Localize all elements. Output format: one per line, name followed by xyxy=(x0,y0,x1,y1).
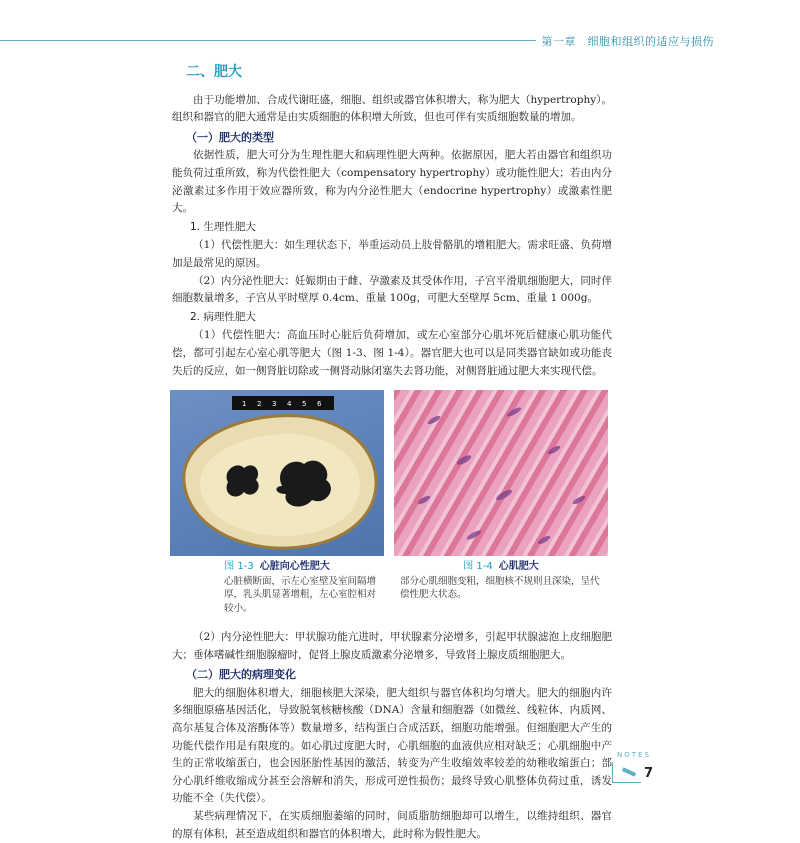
section-intro: 由于功能增加、合成代谢旺盛，细胞、组织或器官体积增大，称为肥大（hypertrophy）。组织和器官的肥大通常是由实质细胞的体积增大所致，但也可伴有实质细胞数量的增加。 xyxy=(172,93,612,124)
changes-paragraph-2: 某些病理情况下，在实质细胞萎缩的同时，间质脂肪细胞却可以增生，以维持组织、器官的原有体积，甚至造成组织和器官的体积增大，此时称为假性肥大。 xyxy=(172,810,612,840)
section-title: 二、肥大 xyxy=(186,64,242,80)
cell-nuclei xyxy=(417,406,587,546)
figure-1-4-caption xyxy=(394,560,608,602)
myocardium-histology-image xyxy=(394,390,608,556)
heart-cross-section-image xyxy=(170,390,384,556)
right-ventricle-cavity xyxy=(227,465,259,496)
patho-heading: 2. 病理性肥大 xyxy=(190,310,256,323)
figure-1-3-caption xyxy=(170,560,384,615)
chapter-title: 第一章 细胞和组织的适应与损伤 xyxy=(536,33,715,49)
patho-paragraph-2: （2）内分泌性肥大：甲状腺功能亢进时，甲状腺素分泌增多，引起甲状腺滤泡上皮细胞肥大；垂体嗜碱性细胞腺瘤时，促肾上腺皮质激素分泌增多，导致肾上腺皮质细胞肥大。 xyxy=(172,631,612,661)
ruler-mark: 6 xyxy=(317,400,322,409)
myocardium-histology-drawing xyxy=(394,390,608,556)
page-body xyxy=(172,58,612,843)
caption-title xyxy=(394,560,608,574)
patho-paragraph-1: （1）代偿性肥大：高血压时心脏后负荷增加，或左心室部分心肌坏死后健康心肌功能代偿，都可引起左心室心肌等肥大（图 1-3、图 1-4）。器官肥大也可以是同类器官缺如或功能丧失后的反应，如一侧肾脏切除或一侧肾动脉闭塞失去肾功能，对侧肾脏通过肥大来实现代偿。 xyxy=(172,329,612,377)
ruler-mark: 4 xyxy=(287,400,292,409)
ruler-mark: 3 xyxy=(272,400,277,409)
caption-text: 心脏横断面，示左心室壁及室间隔增厚，乳头肌显著增粗，左心室腔相对较小。 xyxy=(224,575,377,614)
figure-1-3 xyxy=(170,390,384,615)
changes-heading: （二）肥大的病理变化 xyxy=(186,668,296,682)
ruler-mark: 2 xyxy=(257,400,262,409)
figure-name: 心肌肥大 xyxy=(498,561,539,573)
physio-paragraph-2: （2）内分泌性肥大：妊娠期由于雌、孕激素及其受体作用，子宫平滑肌细胞肥大，同时伴细胞数量增多，子宫从平时壁厚 0.4cm、重量 100g，可肥大至壁厚 5cm、重量 1 000g。 xyxy=(172,274,612,305)
figure-name: 心脏向心性肥大 xyxy=(259,561,330,573)
physio-heading: 1. 生理性肥大 xyxy=(190,220,256,233)
changes-paragraph-1: 肥大的细胞体积增大，细胞核肥大深染，肥大组织与器官体积均匀增大。肥大的细胞内许多细胞原癌基因活化，导致脱氧核糖核酸（DNA）含量和细胞器（如微丝、线粒体、内质网、高尔基复合体及溶酶体等）数量增多，结构蛋白合成活跃，细胞功能增强。但细胞肥大产生的功能代偿作用是有限度的。如心肌过度肥大时，心肌细胞的血液供应相对缺乏；心肌细胞中产生的正常收缩蛋白，也会因胚胎性基因的激活，转变为产生收缩效率较差的幼稚收缩蛋白；部分心肌纤维收缩成分甚至会溶解和消失，形成可逆性损伤；最终导致心肌整体负荷过重，诱发功能不全（失代偿）。 xyxy=(172,686,612,805)
figure-row xyxy=(170,390,608,615)
physio-paragraph-1: （1）代偿性肥大：如生理状态下，举重运动员上肢骨骼肌的增粗肥大。需求旺盛、负荷增加是最常见的原因。 xyxy=(172,239,612,269)
running-header xyxy=(0,18,800,48)
ruler-mark: 5 xyxy=(302,400,307,409)
notes-label: NOTES xyxy=(617,751,651,759)
figure-1-4 xyxy=(394,390,608,615)
page-number: 7 xyxy=(644,766,654,781)
heart-cross-section-drawing xyxy=(170,390,384,556)
caption-title xyxy=(170,560,384,574)
caption-text: 部分心肌细胞变粗，细胞核不规则且深染，呈代偿性肥大状态。 xyxy=(400,575,600,601)
ruler-mark: 1 xyxy=(242,400,247,409)
types-intro: 依据性质，肥大可分为生理性肥大和病理性肥大两种。依据原因，肥大若由器官和组织功能负荷过重所致，称为代偿性肥大（compensatory hypertrophy）或功能性肥大；若由内分泌激素过多作用于效应器所致，称为内分泌性肥大（endocrine hypertrophy）或激素性肥大。 xyxy=(172,149,612,215)
figure-number: 图 1-3 xyxy=(224,561,254,573)
figure-number: 图 1-4 xyxy=(463,561,493,573)
types-heading: （一）肥大的类型 xyxy=(186,130,274,144)
